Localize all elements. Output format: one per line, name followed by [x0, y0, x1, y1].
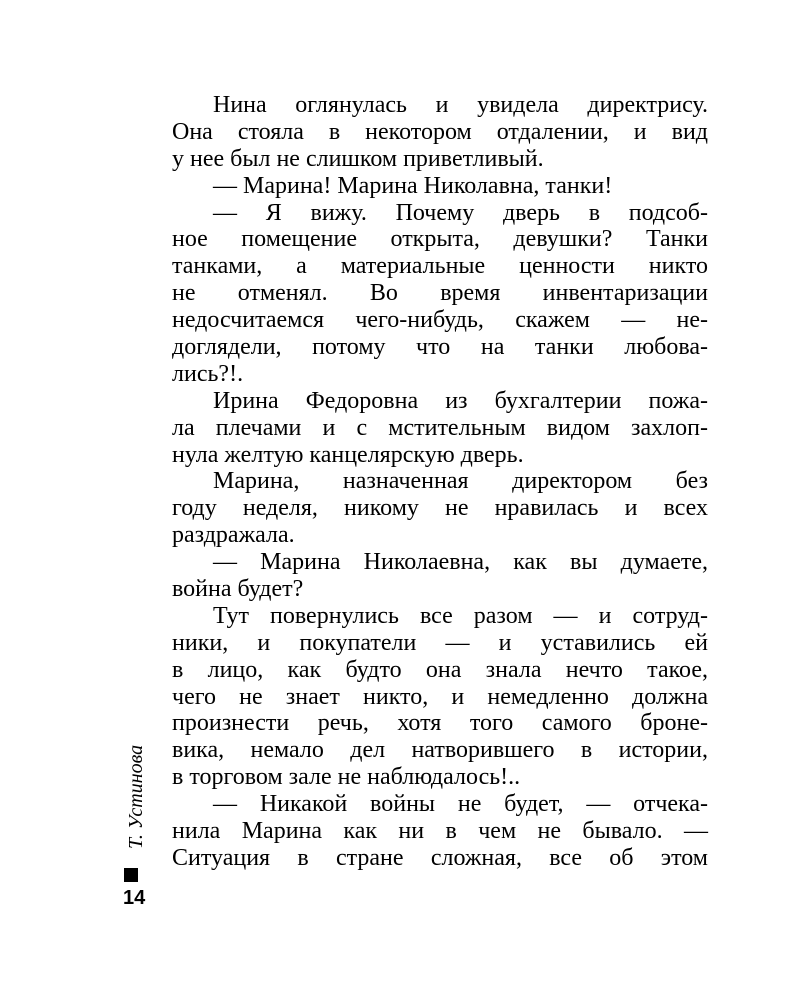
text-line: танками, а материальные ценности никто	[172, 253, 708, 280]
text-line: Ситуация в стране сложная, все об этом	[172, 844, 708, 871]
text-line: лись?!.	[172, 360, 244, 387]
text-line: году неделя, никому не нравилась и всех	[172, 495, 708, 522]
text-line: — Марина Николаевна, как вы думаете,	[213, 549, 708, 576]
text-line: не отменял. Во время инвентаризации	[172, 280, 708, 307]
text-line: Тут повернулись все разом — и сотруд-	[213, 602, 708, 629]
text-line: недосчитаемся чего-нибудь, скажем — не-	[172, 307, 708, 334]
square-marker-icon	[124, 868, 138, 882]
text-line: нула желтую канцелярскую дверь.	[172, 441, 524, 468]
text-line: вика, немало дел натворившего в истории,	[172, 737, 708, 764]
text-line: в торговом зале не наблюдалось!..	[172, 764, 521, 791]
text-line: — Марина! Марина Николавна, танки!	[213, 172, 613, 199]
text-line: — Я вижу. Почему дверь в подсоб-	[213, 199, 708, 226]
text-line: — Никакой войны не будет, — отчека-	[213, 791, 708, 818]
text-line: ла плечами и с мстительным видом захлоп-	[172, 414, 708, 441]
text-line: Нина оглянулась и увидела директрису.	[213, 92, 708, 118]
text-line: чего не знает никто, и немедленно должна	[172, 683, 708, 710]
text-line: в лицо, как будто она знала нечто такое,	[172, 656, 708, 683]
body-text	[172, 92, 708, 872]
text-line: произнести речь, хотя того самого броне-	[172, 710, 708, 737]
text-line: Ирина Федоровна из бухгалтерии пожа-	[213, 387, 708, 414]
running-head-author: Т. Устинова	[125, 744, 147, 849]
text-line: доглядели, потому что на танки любова-	[172, 334, 708, 361]
text-line: нила Марина как ни в чем не бывало. —	[172, 818, 708, 845]
page-number: 14	[123, 887, 146, 909]
text-line: у нее был не слишком приветливый.	[172, 145, 544, 172]
text-line: Она стояла в некотором отдалении, и вид	[172, 118, 708, 145]
text-line: война будет?	[172, 576, 304, 603]
text-line: ное помещение открыта, девушки? Танки	[172, 226, 708, 253]
text-line: ники, и покупатели — и уставились ей	[172, 629, 708, 656]
text-line: раздражала.	[172, 522, 295, 549]
text-line: Марина, назначенная директором без	[213, 468, 708, 495]
